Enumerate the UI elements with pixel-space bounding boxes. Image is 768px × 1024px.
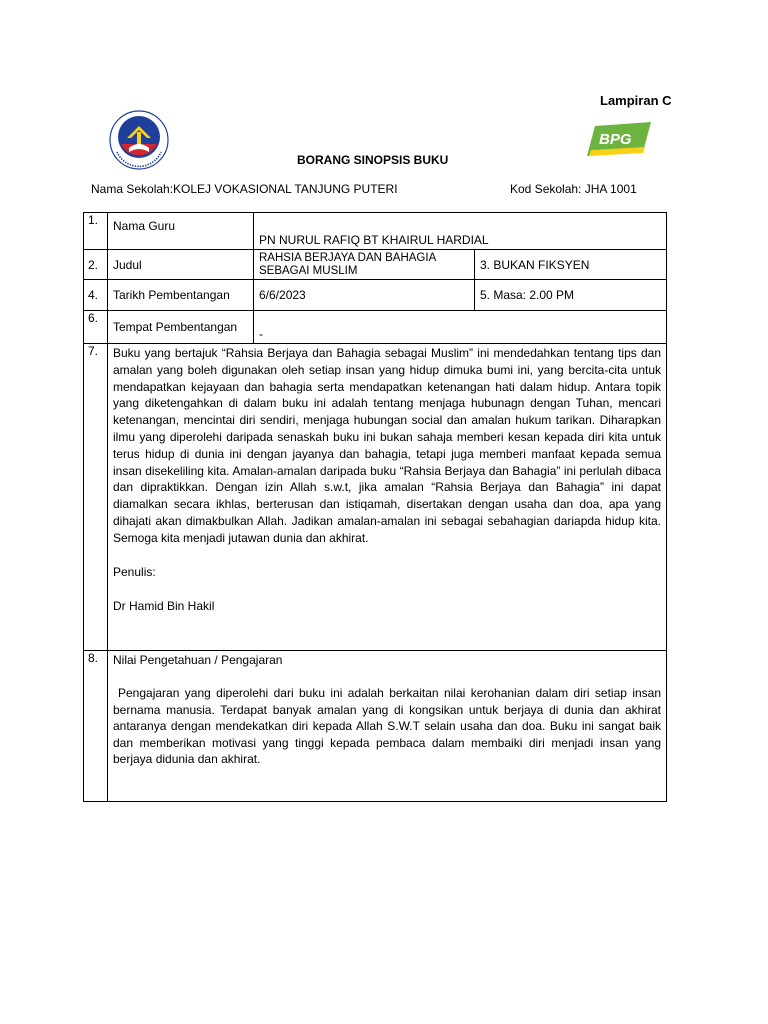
form-title: BORANG SINOPSIS BUKU [297, 153, 449, 167]
synopsis-form-table [83, 212, 667, 802]
table-row [84, 344, 667, 651]
author-label: Penulis: [113, 564, 156, 579]
table-row [84, 651, 667, 802]
ministry-crest-logo [107, 108, 171, 172]
row-number: 1. [84, 213, 108, 250]
table-row [84, 213, 667, 250]
presentation-place-value: - [254, 311, 667, 344]
row-number: 7. [84, 344, 108, 651]
school-name: Nama Sekolah:KOLEJ VOKASIONAL TANJUNG PUTERI [91, 182, 398, 196]
table-row [84, 311, 667, 344]
lesson-text: Pengajaran yang diperolehi dari buku ini adalah berkaitan nilai kerohanian dalam diri setiap insan bernama manusia. Terdapat banyak amalan yang di kongsikan untuk berjaya di dunia dan akhirat antaranya dengan mendekatkan diri kepada Allah S.W.T selain usaha dan doa. Buku ini sangat baik dan memberikan motivasi yang tinggi kepada pembaca dalam membaiki diri menjadi insan yang berjaya didunia dan akhirat. [113, 686, 662, 767]
table-row [84, 250, 667, 280]
presentation-date-label: Tarikh Pembentangan [108, 280, 254, 311]
row-number: 4. [84, 280, 108, 311]
synopsis-text: Buku yang bertajuk “Rahsia Berjaya dan Bahagia sebagai Muslim” ini mendedahkan tentang tips dan amalan yang boleh digunakan oleh setiap insan yang hidup dimuka bumi ini, yang bercita-cita untuk mendapatkan kejayaan dan bahagia serta mendapatkan ketenangan hati dalam hidup. Antara topik yang diketengahkan di dalam buku ini adalah tentang menjaga hubunagn dengan Tuhan, mencari ketenangan, mencintai diri sendiri, menjaga hubungan social dan amalan hukum tarikan. Diharapkan ilmu yang diperolehi daripada senaskah buku ini bukan sahaja memberi kesan kepada diri kita untuk terus hidup di dunia ini dengan jayanya dan bahagia, tetapi juga memberi manfaat kepada semua insan disekeliling kita. Amalan-amalan daripada buku “Rahsia Berjaya dan Bahagia” ini perlulah dibaca dan dipraktikkan. Dengan izin Allah s.w.t, jika amalan “Rahsia Berjaya dan Bahagia” ini dapat diamalkan secara ikhlas, berterusan dan istiqamah, disertakan dengan usaha dan doa, apa yang dihajati akan dimakbulkan Allah. Jadikan amalan-amalan ini sebagai sebahagian dariapda hidup kita. Semoga kita menjadi jutawan dunia dan akhirat. [113, 346, 662, 545]
presentation-place-label: Tempat Pembentangan [108, 311, 254, 344]
row-number: 2. [84, 250, 108, 280]
appendix-label: Lampiran C [600, 93, 672, 108]
teacher-name-label: Nama Guru [108, 213, 254, 250]
bpg-logo [585, 120, 655, 160]
author-name: Dr Hamid Bin Hakil [113, 598, 215, 613]
presentation-time-value: 5. Masa: 2.00 PM [475, 280, 667, 311]
row-number: 6. [84, 311, 108, 344]
lesson-cell [108, 651, 667, 802]
book-title-value: RAHSIA BERJAYA DAN BAHAGIA SEBAGAI MUSLIM [254, 250, 475, 280]
row-number: 8. [84, 651, 108, 802]
table-row [84, 280, 667, 311]
svg-text:BPG: BPG [599, 131, 632, 148]
teacher-name-value: PN NURUL RAFIQ BT KHAIRUL HARDIAL [254, 213, 667, 250]
presentation-date-value: 6/6/2023 [254, 280, 475, 311]
school-code: Kod Sekolah: JHA 1001 [510, 182, 637, 196]
lesson-title: Nilai Pengetahuan / Pengajaran [113, 653, 283, 667]
synopsis-cell [108, 344, 667, 651]
title-label: Judul [108, 250, 254, 280]
book-category-value: 3. BUKAN FIKSYEN [475, 250, 667, 280]
